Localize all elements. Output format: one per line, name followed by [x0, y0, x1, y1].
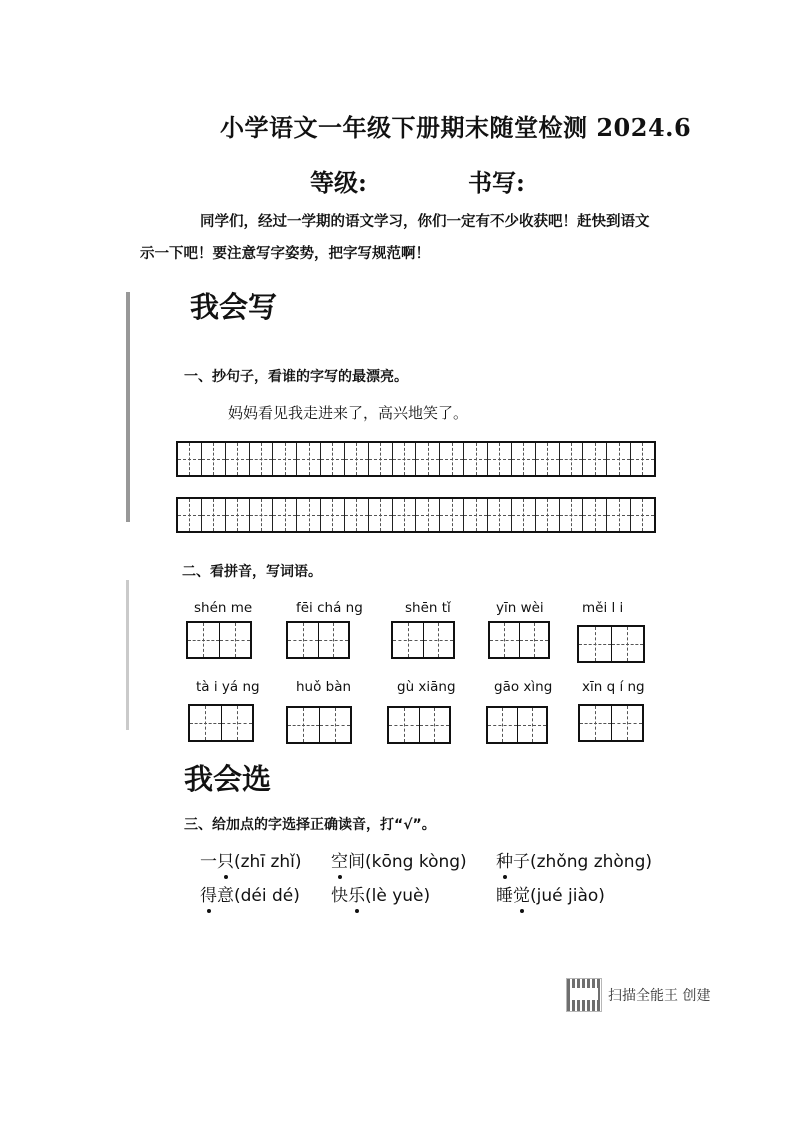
pinyin-label: gāo xìng: [494, 679, 553, 695]
writing-cell[interactable]: [440, 443, 464, 475]
writing-cell[interactable]: [226, 443, 250, 475]
word-box[interactable]: [186, 621, 252, 659]
writing-cell[interactable]: [512, 443, 536, 475]
writing-cell[interactable]: [607, 443, 631, 475]
word-box[interactable]: [188, 704, 254, 742]
scanner-watermark: [566, 978, 710, 1012]
writing-cell[interactable]: [583, 499, 607, 531]
writing-cell[interactable]: [250, 443, 274, 475]
dotted-character: 觉: [513, 881, 530, 906]
writing-cell[interactable]: [273, 499, 297, 531]
writing-cell[interactable]: [202, 443, 226, 475]
pinyin-label: shēn tǐ: [405, 600, 451, 616]
writing-cell[interactable]: [297, 443, 321, 475]
writing-cell[interactable]: [321, 499, 345, 531]
dotted-character: 乐: [348, 881, 365, 906]
copy-sentence: 妈妈看见我走进来了，高兴地笑了。: [228, 404, 469, 422]
grade-label: 等级:: [310, 168, 367, 197]
word-box[interactable]: [486, 706, 548, 744]
choice-prefix: 一: [200, 852, 217, 872]
word-box[interactable]: [577, 625, 645, 663]
writing-cell[interactable]: [369, 443, 393, 475]
writing-cell[interactable]: [607, 499, 631, 531]
section-heading-choose: 我会选: [184, 762, 272, 796]
intro-line-1: 同学们，经过一学期的语文学习，你们一定有不少收获吧！赶快到语文: [200, 213, 650, 230]
writing-cell[interactable]: [583, 443, 607, 475]
pinyin-label: huǒ bàn: [296, 679, 352, 695]
writing-cell[interactable]: [416, 499, 440, 531]
scan-edge-mark: [126, 580, 129, 730]
qr-code-icon: [566, 978, 602, 1012]
choice-options: (lè yuè): [365, 886, 431, 906]
reading-choice[interactable]: [331, 881, 430, 906]
pinyin-label: měi l i: [582, 600, 624, 616]
writing-cell[interactable]: [560, 443, 584, 475]
word-box[interactable]: [391, 621, 455, 659]
question-1-label: 一、抄句子，看谁的字写的最漂亮。: [184, 369, 408, 385]
writing-cell[interactable]: [202, 499, 226, 531]
writing-cell[interactable]: [464, 499, 488, 531]
writing-cell[interactable]: [297, 499, 321, 531]
writing-cell[interactable]: [250, 499, 274, 531]
writing-cell[interactable]: [226, 499, 250, 531]
choice-options: (kōng kòng): [365, 852, 467, 872]
intro-line-2: 示一下吧！要注意写字姿势，把字写规范啊！: [140, 245, 430, 262]
choice-prefix: 睡: [496, 886, 513, 906]
reading-choice[interactable]: [200, 847, 302, 872]
reading-choice[interactable]: [200, 881, 300, 906]
writing-cell[interactable]: [536, 499, 560, 531]
writing-cell[interactable]: [416, 443, 440, 475]
page-title: 小学语文一年级下册期末随堂检测 2024.6: [220, 113, 692, 142]
writing-cell[interactable]: [512, 499, 536, 531]
question-3-label: 三、给加点的字选择正确读音，打“√”。: [184, 817, 436, 833]
writing-cell[interactable]: [631, 499, 654, 531]
choice-options: (déi dé): [234, 886, 300, 906]
word-box[interactable]: [286, 621, 350, 659]
question-2-label: 二、看拼音，写词语。: [182, 564, 322, 580]
pinyin-label: gù xiāng: [397, 679, 456, 695]
writing-grid-row-1[interactable]: [176, 441, 656, 477]
writing-cell[interactable]: [178, 499, 202, 531]
writing-cell[interactable]: [464, 443, 488, 475]
writing-label: 书写:: [468, 168, 525, 197]
writing-cell[interactable]: [369, 499, 393, 531]
choice-suffix: 间: [348, 852, 365, 872]
pinyin-label: xīn q í ng: [582, 679, 645, 695]
dotted-character: 空: [331, 847, 348, 872]
choice-prefix: 快: [331, 886, 348, 906]
writing-cell[interactable]: [488, 499, 512, 531]
choice-suffix: 意: [217, 886, 234, 906]
writing-cell[interactable]: [393, 499, 417, 531]
writing-cell[interactable]: [321, 443, 345, 475]
word-box[interactable]: [286, 706, 352, 744]
word-box[interactable]: [578, 704, 644, 742]
choice-suffix: 子: [513, 852, 530, 872]
writing-cell[interactable]: [393, 443, 417, 475]
writing-cell[interactable]: [345, 499, 369, 531]
pinyin-label: shén me: [194, 600, 253, 616]
writing-cell[interactable]: [178, 443, 202, 475]
choice-options: (zhǒng zhòng): [530, 852, 652, 872]
writing-cell[interactable]: [440, 499, 464, 531]
pinyin-label: fēi chá ng: [296, 600, 363, 616]
word-box[interactable]: [387, 706, 451, 744]
writing-cell[interactable]: [273, 443, 297, 475]
scan-edge-mark: [126, 292, 130, 522]
reading-choice[interactable]: [496, 881, 605, 906]
choice-options: (zhī zhǐ): [234, 852, 302, 872]
pinyin-label: tà i yá ng: [196, 679, 260, 695]
reading-choice[interactable]: [331, 847, 467, 872]
writing-grid-row-2[interactable]: [176, 497, 656, 533]
dotted-character: 得: [200, 881, 217, 906]
writing-cell[interactable]: [488, 443, 512, 475]
writing-cell[interactable]: [560, 499, 584, 531]
watermark-text: 扫描全能王 创建: [608, 988, 711, 1004]
reading-choice[interactable]: [496, 847, 652, 872]
word-box[interactable]: [488, 621, 550, 659]
dotted-character: 只: [217, 847, 234, 872]
writing-cell[interactable]: [631, 443, 654, 475]
writing-cell[interactable]: [345, 443, 369, 475]
writing-cell[interactable]: [536, 443, 560, 475]
dotted-character: 种: [496, 847, 513, 872]
pinyin-label: yīn wèi: [496, 600, 544, 616]
section-heading-write: 我会写: [190, 290, 278, 324]
choice-options: (jué jiào): [530, 886, 605, 906]
